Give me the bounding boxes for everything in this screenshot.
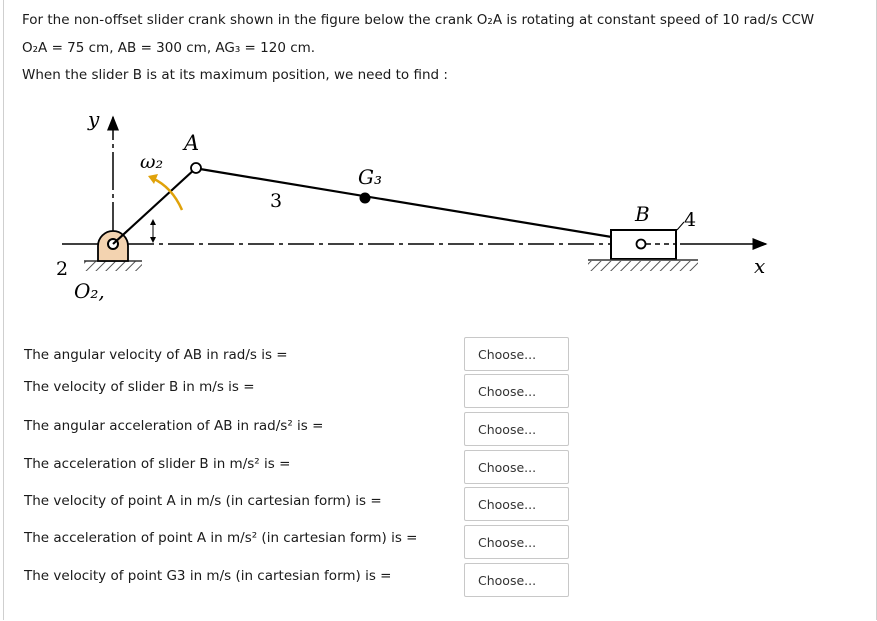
point-a-label: A <box>184 131 200 155</box>
answer-select-4[interactable]: Choose... <box>464 450 569 484</box>
x-axis-label: x <box>754 254 766 278</box>
answer-select-7[interactable]: Choose... <box>464 563 569 597</box>
question-5-label: The velocity of point A in m/s (in cartesian form) is = <box>24 493 382 509</box>
coupler-ab <box>200 169 636 241</box>
slider-pin-b <box>637 240 646 249</box>
y-axis-label: y <box>88 107 100 131</box>
problem-statement-line3: When the slider B is at its maximum position, we need to find : <box>22 67 448 83</box>
link-3-label: 3 <box>270 190 283 212</box>
point-g3 <box>360 193 371 204</box>
ground-hatch-o2 <box>84 261 142 271</box>
answer-select-1[interactable]: Choose... <box>464 337 569 371</box>
question-3-label: The angular acceleration of AB in rad/s² is = <box>24 418 324 434</box>
question-6-label: The acceleration of point A in m/s² (in cartesian form) is = <box>24 530 418 546</box>
answer-select-3[interactable]: Choose... <box>464 412 569 446</box>
answer-select-6[interactable]: Choose... <box>464 525 569 559</box>
ground-label-2: 2 <box>56 258 69 280</box>
o2-label: O₂, <box>74 279 105 303</box>
point-b-label: B <box>635 202 650 226</box>
link-4-leader <box>677 222 684 230</box>
omega-label: ω₂ <box>140 151 164 173</box>
problem-statement-line2: O₂A = 75 cm, AB = 300 cm, AG₃ = 120 cm. <box>22 40 316 56</box>
point-g3-label: G₃ <box>358 165 382 189</box>
question-4-label: The acceleration of slider B in m/s² is = <box>24 456 291 472</box>
answer-select-5[interactable]: Choose... <box>464 487 569 521</box>
link-4-label: 4 <box>684 209 697 231</box>
point-a-pin <box>191 163 201 173</box>
question-7-label: The velocity of point G3 in m/s (in cartesian form) is = <box>24 568 392 584</box>
ground-hatch-slider <box>588 261 698 271</box>
question-2-label: The velocity of slider B in m/s is = <box>24 379 255 395</box>
question-1-label: The angular velocity of AB in rad/s is = <box>24 347 288 363</box>
problem-statement-line1: For the non-offset slider crank shown in the figure below the crank O₂A is rotating at constant speed of 10 rad/s CCW <box>22 12 815 28</box>
answer-select-2[interactable]: Choose... <box>464 374 569 408</box>
